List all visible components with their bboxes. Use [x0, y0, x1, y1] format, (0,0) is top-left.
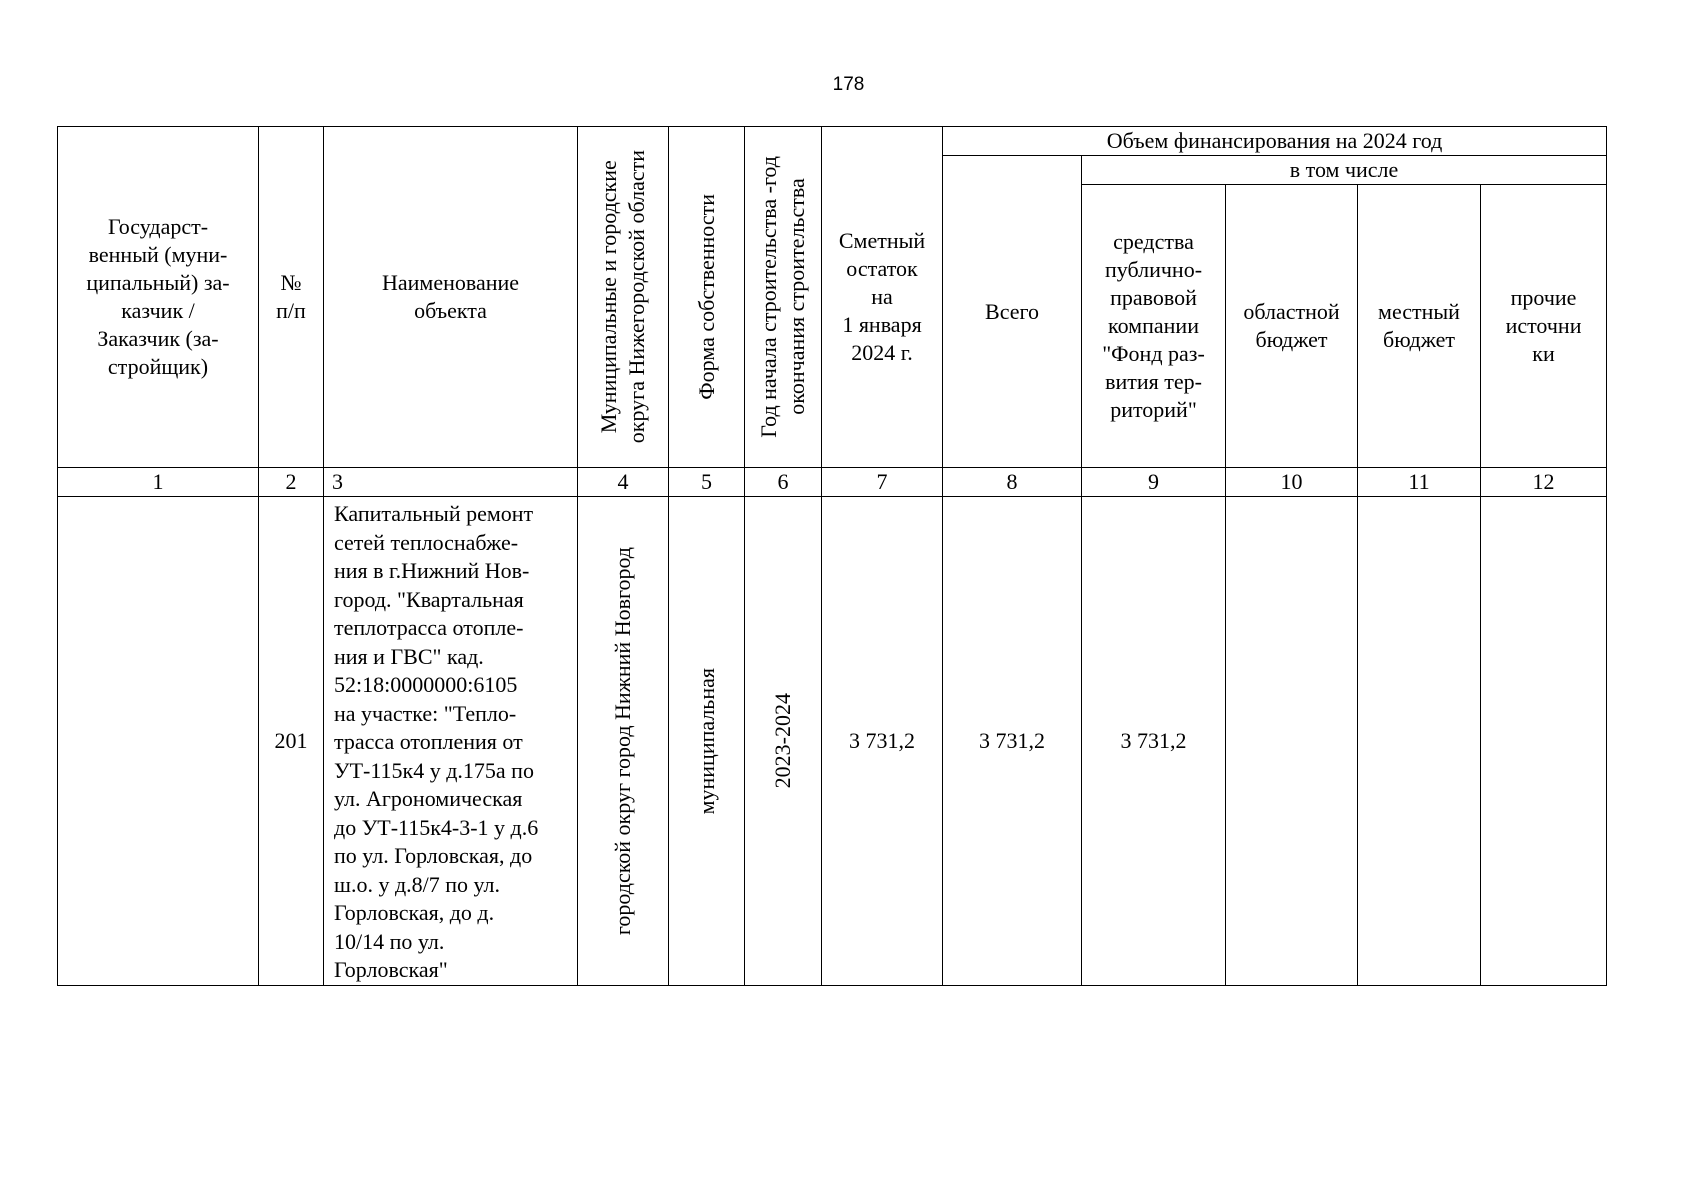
cell-number: 201: [259, 497, 324, 986]
header-number: № п/п: [259, 127, 324, 468]
cell-local: [1358, 497, 1481, 986]
header-object-name: Наименование объекта: [324, 127, 578, 468]
column-number: 8: [943, 468, 1082, 497]
cell-regional: [1226, 497, 1358, 986]
column-number-row: [58, 468, 1607, 497]
header-estimate-balance: Сметный остаток на 1 января 2024 г.: [822, 127, 943, 468]
column-number: 5: [669, 468, 745, 497]
cell-years: 2023-2024: [745, 497, 822, 986]
header-other: прочие источни ки: [1481, 185, 1607, 468]
header-municipal: Муниципальные и городские округа Нижегородской области: [578, 127, 669, 468]
column-number: 11: [1358, 468, 1481, 497]
header-local: местный бюджет: [1358, 185, 1481, 468]
page-number: 178: [832, 74, 865, 95]
cell-customer: [58, 497, 259, 986]
cell-estimate-balance: 3 731,2: [822, 497, 943, 986]
header-fund: средства публично- правовой компании "Фонд раз- вития тер- риторий": [1082, 185, 1226, 468]
column-number: 1: [58, 468, 259, 497]
header-regional: областной бюджет: [1226, 185, 1358, 468]
cell-fund: 3 731,2: [1082, 497, 1226, 986]
table-row: [58, 497, 1607, 986]
cell-object-name: Капитальный ремонт сетей теплоснабже- ния в г.Нижний Нов- город. "Квартальная теплотрасса отопле- ния и ГВС" кад. 52:18:0000000:6105 на участке: "Тепло- трасса отопления от УТ-115к4 у д.175а по ул. Агрономическая до УТ-115к4-3-1 у д.6 по ул. Горловская, до ш.о. у д.8/7 по ул. Горловская, до д. 10/14 по ул. Горловская": [324, 497, 578, 986]
cell-total: 3 731,2: [943, 497, 1082, 986]
column-number: 9: [1082, 468, 1226, 497]
header-customer: Государст- венный (муни- ципальный) за- казчик / Заказчик (за- стройщик): [58, 127, 259, 468]
header-ownership: Форма собственности: [669, 127, 745, 468]
header-financing-group: Объем финансирования на 2024 год: [943, 127, 1607, 156]
cell-other: [1481, 497, 1607, 986]
column-number: 6: [745, 468, 822, 497]
header-including: в том числе: [1082, 156, 1607, 185]
column-number: 2: [259, 468, 324, 497]
cell-municipal: городской округ город Нижний Новгород: [578, 497, 669, 986]
header-total: Всего: [943, 156, 1082, 468]
header-years: Год начала строительства -год окончания строительства: [745, 127, 822, 468]
column-number: 4: [578, 468, 669, 497]
column-number: 3: [324, 468, 578, 497]
cell-ownership: муниципальная: [669, 497, 745, 986]
column-number: 12: [1481, 468, 1607, 497]
column-number: 10: [1226, 468, 1358, 497]
investment-table: [57, 126, 1607, 986]
column-number: 7: [822, 468, 943, 497]
